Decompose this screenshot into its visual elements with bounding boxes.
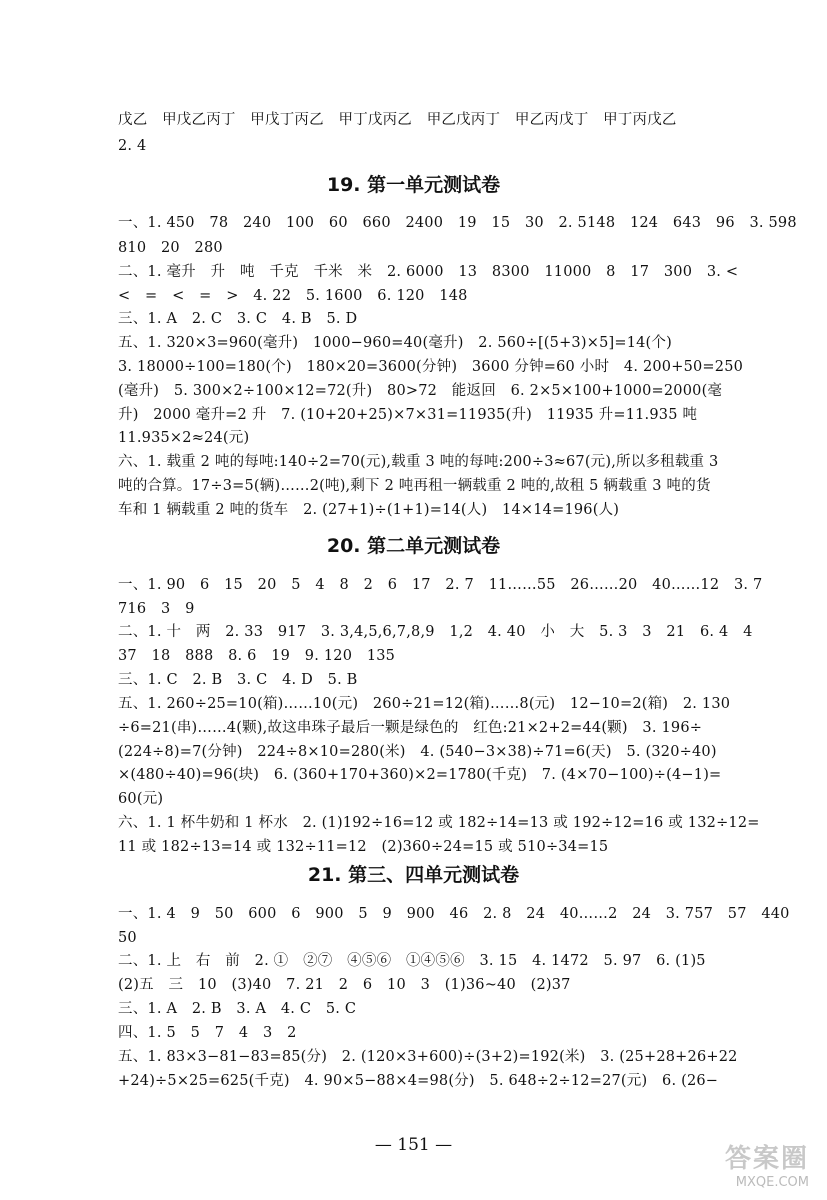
text-line: 五、1. 320×3=960(毫升) 1000−960=40(毫升) 2. 560÷[(5+3)×5]=14(个) — [118, 335, 672, 351]
section-title: 19. 第一单元测试卷 — [326, 174, 501, 196]
text-line: 二、1. 上 右 前 2. ① ②⑦ ④⑤⑥ ①④⑤⑥ 3. 15 4. 1472 5. 97 6. (1)5 — [118, 953, 706, 969]
text-line: ×(480÷40)=96(块) 6. (360+170+360)×2=1780(千克) 7. (4×70−100)÷(4−1)= — [118, 767, 722, 783]
text-line: 三、1. A 2. C 3. C 4. B 5. D — [118, 311, 358, 327]
text-line: 11.935×2≈24(元) — [118, 430, 250, 446]
text-line: < = < = > 4. 22 5. 1600 6. 120 148 — [118, 288, 468, 304]
text-line: 37 18 888 8. 6 19 9. 120 135 — [118, 648, 396, 664]
text-line: 3. 18000÷100=180(个) 180×20=3600(分钟) 3600 分钟=60 小时 4. 200+50=250 — [118, 359, 744, 375]
page-number: — 151 — — [374, 1135, 453, 1155]
text-line: 810 20 280 — [118, 240, 223, 256]
text-line: (2)五 三 10 (3)40 7. 21 2 6 10 3 (1)36~40 (2)37 — [118, 977, 571, 993]
text-line: 三、1. A 2. B 3. A 4. C 5. C — [118, 1001, 357, 1017]
watermark-text: 答案圈 — [724, 1144, 809, 1174]
text-line: 716 3 9 — [118, 601, 195, 617]
text-line: 吨的合算。17÷3=5(辆)……2(吨),剩下 2 吨再租一辆载重 2 吨的,故租 5 辆载重 3 吨的货 — [118, 478, 711, 494]
text-line: 六、1. 载重 2 吨的每吨:140÷2=70(元),载重 3 吨的每吨:200÷3≈67(元),所以多租载重 3 — [118, 454, 719, 470]
text-line: 升) 2000 毫升=2 升 7. (10+20+25)×7×31=11935(升) 11935 升=11.935 吨 — [118, 407, 698, 423]
text-line: 11 或 182÷13=14 或 132÷11=12 (2)360÷24=15 或 510÷34=15 — [118, 839, 609, 855]
text-line: 四、1. 5 5 7 4 3 2 — [118, 1025, 297, 1041]
section-title: 21. 第三、四单元测试卷 — [307, 864, 520, 886]
text-line: 一、1. 450 78 240 100 60 660 2400 19 15 30 2. 5148 124 643 96 3. 598 — [118, 215, 797, 231]
text-line: 五、1. 260÷25=10(箱)……10(元) 260÷21=12(箱)……8(元) 12−10=2(箱) 2. 130 — [118, 696, 731, 712]
text-line: 车和 1 辆载重 2 吨的货车 2. (27+1)÷(1+1)=14(人) 14×14=196(人) — [118, 502, 620, 518]
text-line: 60(元) — [118, 791, 164, 807]
text-line: 三、1. C 2. B 3. C 4. D 5. B — [118, 672, 358, 688]
text-line: 50 — [118, 930, 137, 946]
text-line: 一、1. 90 6 15 20 5 4 8 2 6 17 2. 7 11……55 26……20 40……12 3. 7 — [118, 577, 763, 593]
text-line: 六、1. 1 杯牛奶和 1 杯水 2. (1)192÷16=12 或 182÷14=13 或 192÷12=16 或 132÷12= — [118, 815, 760, 831]
watermark-url: MXQE.COM — [735, 1175, 809, 1190]
text-line: ÷6=21(串)……4(颗),故这串珠子最后一颗是绿色的 红色:21×2+2=44(颗) 3. 196÷ — [118, 720, 703, 736]
text-line: 2. 4 — [118, 138, 147, 154]
text-line: 一、1. 4 9 50 600 6 900 5 9 900 46 2. 8 24 40……2 24 3. 757 57 440 — [118, 906, 790, 922]
text-line: 五、1. 83×3−81−83=85(分) 2. (120×3+600)÷(3+2)=192(米) 3. (25+28+26+22 — [118, 1049, 738, 1065]
text-line: 二、1. 十 两 2. 33 917 3. 3,4,5,6,7,8,9 1,2 4. 40 小 大 5. 3 3 21 6. 4 4 — [118, 624, 753, 640]
text-line: 二、1. 毫升 升 吨 千克 千米 米 2. 6000 13 8300 11000 8 17 300 3. < — [118, 264, 739, 280]
watermark-logo — [699, 1138, 809, 1188]
section-title: 20. 第二单元测试卷 — [326, 535, 501, 557]
text-line: (224÷8)=7(分钟) 224÷8×10=280(米) 4. (540−3×38)÷71=6(天) 5. (320÷40) — [118, 744, 717, 760]
text-line: +24)÷5×25=625(千克) 4. 90×5−88×4=98(分) 5. 648÷2÷12=27(元) 6. (26− — [118, 1073, 719, 1089]
text-line: 戊乙 甲戊乙丙丁 甲戊丁丙乙 甲丁戊丙乙 甲乙戊丙丁 甲乙丙戊丁 甲丁丙戊乙 — [118, 112, 677, 128]
text-line: (毫升) 5. 300×2÷100×12=72(升) 80>72 能返回 6. 2×5×100+1000=2000(毫 — [118, 383, 723, 399]
